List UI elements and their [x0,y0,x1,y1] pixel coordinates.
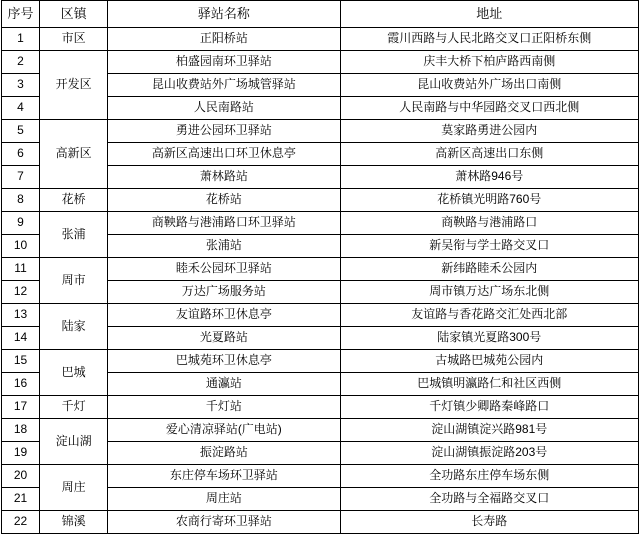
cell-station-name: 东庄停车场环卫驿站 [108,465,340,488]
cell-town: 开发区 [40,51,108,120]
cell-seq: 16 [2,373,40,396]
cell-seq: 4 [2,97,40,120]
cell-station-name: 勇进公园环卫驿站 [108,120,340,143]
cell-seq: 5 [2,120,40,143]
cell-seq: 12 [2,281,40,304]
table-header [2,1,639,28]
column-header-name: 驿站名称 [108,1,340,28]
cell-seq: 10 [2,235,40,258]
table-row [2,396,639,419]
table-row [2,465,639,488]
cell-seq: 18 [2,419,40,442]
cell-town: 淀山湖 [40,419,108,465]
cell-seq: 8 [2,189,40,212]
cell-address: 周市镇万达广场东北侧 [340,281,639,304]
cell-station-name: 友谊路环卫休息亭 [108,304,340,327]
cell-station-name: 张浦站 [108,235,340,258]
cell-station-name: 爱心清凉驿站(广电站) [108,419,340,442]
cell-station-name: 正阳桥站 [108,28,340,51]
cell-seq: 22 [2,511,40,534]
station-table [1,0,639,534]
cell-station-name: 振淀路站 [108,442,340,465]
cell-town: 周市 [40,258,108,304]
cell-station-name: 睦禾公园环卫驿站 [108,258,340,281]
cell-station-name: 农商行寄环卫驿站 [108,511,340,534]
table-row [2,350,639,373]
cell-seq: 1 [2,28,40,51]
table-row [2,304,639,327]
cell-town: 千灯 [40,396,108,419]
cell-address: 友谊路与香花路交汇处西北部 [340,304,639,327]
cell-address: 淀山湖镇淀兴路981号 [340,419,639,442]
cell-seq: 9 [2,212,40,235]
cell-town: 市区 [40,28,108,51]
cell-address: 花桥镇光明路760号 [340,189,639,212]
cell-seq: 2 [2,51,40,74]
table-row [2,212,639,235]
cell-seq: 20 [2,465,40,488]
cell-seq: 14 [2,327,40,350]
cell-seq: 6 [2,143,40,166]
cell-town: 巴城 [40,350,108,396]
cell-seq: 7 [2,166,40,189]
cell-seq: 17 [2,396,40,419]
cell-station-name: 昆山收费站外广场城管驿站 [108,74,340,97]
cell-address: 古城路巴城苑公园内 [340,350,639,373]
cell-address: 巴城镇明瀛路仁和社区西侧 [340,373,639,396]
table-row [2,258,639,281]
cell-address: 商鞅路与港浦路口 [340,212,639,235]
cell-town: 陆家 [40,304,108,350]
column-header-address: 地址 [340,1,639,28]
cell-seq: 21 [2,488,40,511]
cell-seq: 15 [2,350,40,373]
cell-town: 锦溪 [40,511,108,534]
table-row [2,511,639,534]
cell-station-name: 万达广场服务站 [108,281,340,304]
column-header-town: 区镇 [40,1,108,28]
cell-address: 高新区高速出口东侧 [340,143,639,166]
cell-station-name: 周庄站 [108,488,340,511]
table-row [2,28,639,51]
cell-address: 人民南路与中华园路交叉口西北侧 [340,97,639,120]
table-header-row [2,1,639,28]
cell-station-name: 花桥站 [108,189,340,212]
cell-address: 淀山湖镇振淀路203号 [340,442,639,465]
cell-seq: 19 [2,442,40,465]
cell-seq: 13 [2,304,40,327]
cell-seq: 11 [2,258,40,281]
cell-address: 新纬路睦禾公园内 [340,258,639,281]
table-row [2,51,639,74]
cell-station-name: 千灯站 [108,396,340,419]
cell-station-name: 通瀛站 [108,373,340,396]
cell-town: 张浦 [40,212,108,258]
table-body [2,28,639,534]
cell-station-name: 柏盛园南环卫驿站 [108,51,340,74]
cell-address: 莫家路勇进公园内 [340,120,639,143]
cell-seq: 3 [2,74,40,97]
cell-station-name: 人民南路站 [108,97,340,120]
cell-station-name: 商鞅路与港浦路口环卫驿站 [108,212,340,235]
cell-address: 全功路与全福路交叉口 [340,488,639,511]
cell-address: 全功路东庄停车场东侧 [340,465,639,488]
cell-address: 千灯镇少卿路秦峰路口 [340,396,639,419]
cell-station-name: 萧林路站 [108,166,340,189]
cell-town: 周庄 [40,465,108,511]
cell-address: 陆家镇光夏路300号 [340,327,639,350]
cell-station-name: 巴城苑环卫休息亭 [108,350,340,373]
cell-address: 新吴衔与学士路交叉口 [340,235,639,258]
cell-town: 高新区 [40,120,108,189]
cell-station-name: 光夏路站 [108,327,340,350]
cell-address: 萧林路946号 [340,166,639,189]
cell-address: 长寿路 [340,511,639,534]
cell-address: 庆丰大桥下柏庐路西南侧 [340,51,639,74]
column-header-seq: 序号 [2,1,40,28]
cell-station-name: 高新区高速出口环卫休息亭 [108,143,340,166]
cell-address: 昆山收费站外广场出口南侧 [340,74,639,97]
cell-address: 霞川西路与人民北路交叉口正阳桥东侧 [340,28,639,51]
table-row [2,120,639,143]
table-row [2,189,639,212]
cell-town: 花桥 [40,189,108,212]
table-row [2,419,639,442]
